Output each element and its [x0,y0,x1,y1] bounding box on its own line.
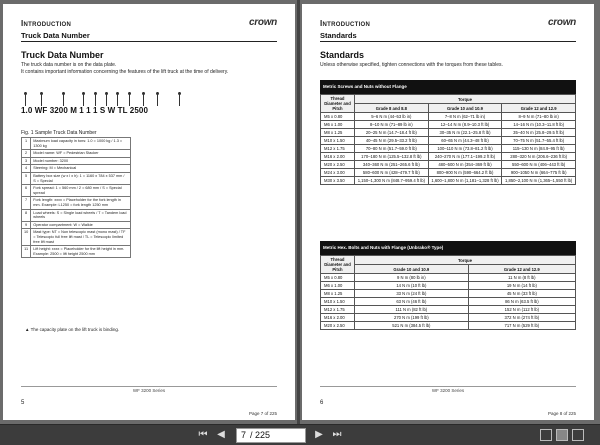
legend-number: 6 [22,185,31,197]
crown-logo: crown [548,17,576,28]
cell: M8 x 1.25 [321,129,355,137]
cell: 8–10 N m (71–89 lb in) [355,121,429,129]
torque-table-with-flange [320,241,576,330]
header-subtitle: Truck Data Number [21,31,90,40]
intro-paragraph-1: The truck data number is on the data plate. [21,62,117,68]
table-title: Metric Hex. Bolts and Nuts with Flange (Unbrako® Type) [320,241,576,255]
cell: 7–8 N m (62–71 lb in) [428,113,502,121]
cell: 20–25 N m (14.7–18.4 ft lb) [355,129,429,137]
header-subtitle: Standards [320,31,357,40]
footer-page-of: Page 8 of 225 [547,411,576,416]
legend-text: Operator compartment: W = Walkie [31,221,131,229]
cell: 11 N m (8 ft lb) [468,274,575,282]
legend-row [22,185,131,197]
cell: 550–600 N m (406–443 ft lb) [502,161,576,169]
table-row [321,282,576,290]
cell: 60–65 N m (44.3–48 ft lb) [428,137,502,145]
header-rule [320,41,576,42]
col-thread-header: Thread Diameter and Pitch [321,95,355,113]
legend-number: 1 [22,138,31,150]
legend-text: Fork length: xxxx = Placeholder for the fork length in mm. Example: L1250 = fork length 1250 mm [31,197,131,209]
header-rule [21,41,277,42]
legend-number: 9 [22,221,31,229]
cell: 800–900 N m (590–664.2 ft lb) [428,169,502,177]
header-title: Introduction [320,19,371,28]
cell: 63 N m (46 ft lb) [355,298,469,306]
cell: M10 x 1.50 [321,137,355,145]
cell: 1,150–1,300 N m (848.7–959.4 ft lb) [355,177,429,185]
footer-rule [320,386,576,387]
cell: 12–14 N m (8.9–10.3 ft lb) [428,121,502,129]
footer-page-of: Page 7 of 225 [248,411,277,416]
cell: 33 N m (24 ft lb) [355,290,469,298]
cell: M16 x 2.00 [321,314,355,322]
footer-series: WF 3200 Series [431,388,465,393]
truck-code: 1.0 WF 3200 M 1 1 1 S W TL 2500 [21,106,149,115]
cell: M6 x 1.00 [321,282,355,290]
page-right [302,4,594,420]
legend-number: 5 [22,172,31,184]
footer-series: WF 3200 Series [132,388,166,393]
truck-data-number-figure [21,90,271,120]
figure-caption: Fig. 1 Sample Truck Data Number [21,130,97,136]
cell: M30 x 3.50 [321,177,355,185]
table-row [321,161,576,169]
cell: M20 x 2.50 [321,322,355,330]
cell: 280–320 N m (206.6–236 ft lb) [502,153,576,161]
legend-row [22,138,131,150]
table-row [321,137,576,145]
cell: 30–35 N m (22.1–25.8 ft lb) [428,129,502,137]
cell: 70–80 N m (51.7–59.0 ft lb) [355,145,429,153]
scroll-view-icon[interactable] [572,429,584,441]
legend-row [22,209,131,221]
cell: 170–180 N m (125.5–132.8 ft lb) [355,153,429,161]
single-page-view-icon[interactable] [540,429,552,441]
cell: M6 x 1.00 [321,121,355,129]
table-row [321,322,576,330]
footer-page-number: 5 [21,400,25,406]
cell: 152 N m (112 ft lb) [468,306,575,314]
legend-table [21,137,131,258]
cell: M12 x 1.75 [321,306,355,314]
cell: 45 N m (33 ft lb) [468,290,575,298]
viewer-toolbar [0,424,600,445]
cell: 340–360 N m (251–265.6 ft lb) [355,161,429,169]
page-left [3,4,295,420]
cell: 521 N m (384.5 ft lb) [355,322,469,330]
legend-number: 10 [22,229,31,246]
cell: 35–40 N m (25.8–29.5 ft lb) [502,129,576,137]
col-grade-header: Grade 8 and 8.8 [355,104,429,113]
cell: 115–130 N m (84.9–95 ft lb) [502,145,576,153]
legend-text: Model name: WF = Pedestrian Stacker [31,150,131,158]
cell: M8 x 1.25 [321,290,355,298]
section-title: Truck Data Number [21,50,104,60]
cell: 717 N m (529 ft lb) [468,322,575,330]
col-torque-header: Torque [355,95,576,104]
page-total: / 225 [250,430,271,440]
cell: M10 x 1.50 [321,298,355,306]
table-row [321,113,576,121]
first-page-icon[interactable]: ⏮ [198,429,208,440]
col-grade-header: Grade 12 and 12.9 [502,104,576,113]
cell: 9 N m (80 lb in) [355,274,469,282]
col-grade-header: Grade 12 and 12.9 [468,265,575,274]
intro-paragraph-2: It contains important information concerning the features of the lift truck at the time of delivery. [21,69,229,75]
page-number-input[interactable] [236,428,306,443]
col-torque-header: Torque [355,256,576,265]
cell: 8–9 N m (71–80 lb in) [502,113,576,121]
table-row [321,169,576,177]
table-title: Metric Screws and Nuts without Flange [320,80,576,94]
header-title: Introduction [21,19,72,28]
legend-row [22,157,131,165]
legend-number: 8 [22,209,31,221]
table-row [321,153,576,161]
legend-number: 4 [22,165,31,173]
page-separator [297,0,300,424]
legend-row [22,165,131,173]
legend-text: Lift height: xxxx = Placeholder for the lift height in mm. Example: 2500 = lift height 2500 mm [31,246,131,258]
legend-text: Load wheels: S = Single load wheels / T = Tandem load wheels [31,209,131,221]
cell: 14 N m (10 ft lb) [355,282,469,290]
cell: 100–110 N m (73.8–81.2 ft lb) [428,145,502,153]
cell: 480–500 N m (354–369 ft lb) [428,161,502,169]
cell: M5 x 0.80 [321,113,355,121]
cell: 580–600 N m (428–479.7 ft lb) [355,169,429,177]
cell: M12 x 1.75 [321,145,355,153]
cell: 240–270 N m (177.1–199.2 ft lb) [428,153,502,161]
cell: 5–6 N m (44–53 lb in) [355,113,429,121]
legend-text: Maximum load capacity in tons: 1.0 = 1000 kg / 1.3 = 1300 kg [31,138,131,150]
legend-number: 11 [22,246,31,258]
table-row [321,177,576,185]
current-page-value[interactable]: 7 [241,430,247,440]
legend-text: Mast type: NT = Non telescopic mast (mono mast) / TF = Telescopic full free lift mast / TL = Telescopic limited free lift mast [31,229,131,246]
legend-row [22,229,131,246]
legend-text: Fork spread: 1 = 560 mm / 2 = 680 mm / S = Special spread [31,185,131,197]
legend-number: 7 [22,197,31,209]
col-thread-header: Thread Diameter and Pitch [321,256,355,274]
legend-number: 3 [22,157,31,165]
capacity-note: ▲ The capacity plate on the lift truck is binding. [25,327,120,332]
footer-page-number: 6 [320,400,324,406]
cell: 40–45 N m (29.5–33.2 ft lb) [355,137,429,145]
table-row [321,121,576,129]
cell: M24 x 3.00 [321,169,355,177]
legend-row [22,221,131,229]
legend-text: Battery box size (w x l x h): 1 = 1160 x 784 x 537 mm / S = Special [31,172,131,184]
last-page-icon[interactable]: ⏭ [332,429,342,440]
cell: 1,600–1,800 N m (1,181–1,328 ft lb) [428,177,502,185]
next-page-icon[interactable]: ▶ [315,429,323,440]
table-row [321,145,576,153]
cell: 270 N m (199 ft lb) [355,314,469,322]
legend-row [22,246,131,258]
cell: M20 x 2.50 [321,161,355,169]
legend-text: Model number: 3200 [31,157,131,165]
legend-text: Steering: M = Mechanical [31,165,131,173]
table-row [321,298,576,306]
cell: 70–75 N m (51.7–55.4 ft lb) [502,137,576,145]
table-row [321,306,576,314]
cell: 86 N m (63.5 ft lb) [468,298,575,306]
table-row [321,274,576,282]
footer-rule [21,386,277,387]
table-row [321,290,576,298]
legend-number: 2 [22,150,31,158]
cell: 372 N m (274 ft lb) [468,314,575,322]
torque-table-no-flange [320,80,576,185]
two-page-view-icon[interactable] [556,429,568,441]
cell: 14–16 N m (10.3–11.8 ft lb) [502,121,576,129]
legend-row [22,172,131,184]
legend-row [22,197,131,209]
crown-logo: crown [249,17,277,28]
col-grade-header: Grade 10 and 10.9 [355,265,469,274]
cell: 900–1050 N m (664–775 ft lb) [502,169,576,177]
table-row [321,314,576,322]
cell: M5 x 0.80 [321,274,355,282]
table-row [321,129,576,137]
cell: 111 N m (82 ft lb) [355,306,469,314]
cell: 19 N m (14 ft lb) [468,282,575,290]
cell: 1,850–2,100 N m (1,365–1,550 ft lb) [502,177,576,185]
standards-paragraph: Unless otherwise specified, tighten connections with the torques from these tables. [320,62,503,68]
col-grade-header: Grade 10 and 10.9 [428,104,502,113]
prev-page-icon[interactable]: ◀ [217,429,225,440]
cell: M16 x 2.00 [321,153,355,161]
legend-row [22,150,131,158]
section-title: Standards [320,50,365,60]
